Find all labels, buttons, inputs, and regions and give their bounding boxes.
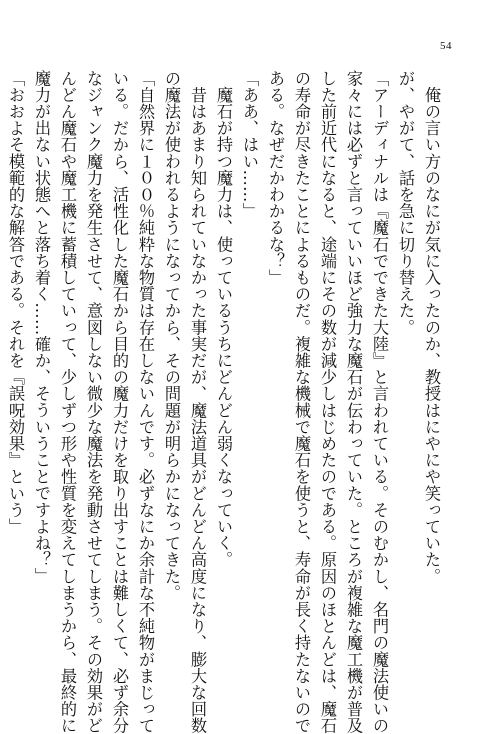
page-number: 54: [440, 40, 452, 52]
text-line: 「自然界に１００％純粋な物質は存在しないんです。必ずなにか余計な不純物がまじって: [136, 70, 155, 734]
text-line: なジャンク魔力を発生させて、意図しない微少な魔法を発動させてしまう。その効果がど: [84, 70, 103, 734]
text-line: した前近代になると、途端にその数が減少しはじめたのである。原因のほとんどは、魔石: [318, 70, 337, 734]
text-line: の魔法が使われるようになってから、その問題が明らかになってきた。: [162, 70, 181, 602]
text-line: の寿命が尽きたことによるものだ。複雑な機械で魔石を使うと、寿命が長く持たないので: [292, 70, 311, 734]
text-line: 「アーディナルは『魔石でできた大陸』と言われている。そのむかし、名門の魔法使いの: [370, 70, 389, 734]
text-line: いる。だから、活性化した魔石から目的の魔力だけを取り出すことは難しくて、必ず余分: [110, 70, 129, 734]
text-line: が、やがて、話を急に切り替えた。: [396, 70, 415, 336]
text-line: 魔力が出ない状態へと落ち着く……確か、そういうことですよね？」: [32, 70, 51, 585]
text-line: んどん魔石や魔工機に蓄積していって、少しずつ形や性質を変えてしまうから、最終的に: [58, 70, 77, 734]
text-line: 昔はあまり知られていなかった事実だが、魔法道具がどんどん高度になり、膨大な回数: [188, 70, 207, 734]
text-line: 魔石が持つ魔力は、使っているうちにどんどん弱くなっていく。: [214, 70, 233, 568]
body-text: [2, 70, 444, 734]
text-line: 俺の言い方のなにが気に入ったのか、教授はにやにや笑っていた。: [422, 70, 441, 585]
text-line: 「おおよそ模範的な解答である。それを『誤呪効果』という」: [6, 70, 25, 535]
text-line: ある。なぜだかわかるな？」: [266, 70, 285, 286]
text-line: 家々には必ずと言っていいほど強力な魔石が伝わっていた。ところが複雑な魔工機が普及: [344, 70, 363, 734]
text-line: 「ああ、はい……」: [240, 70, 259, 220]
